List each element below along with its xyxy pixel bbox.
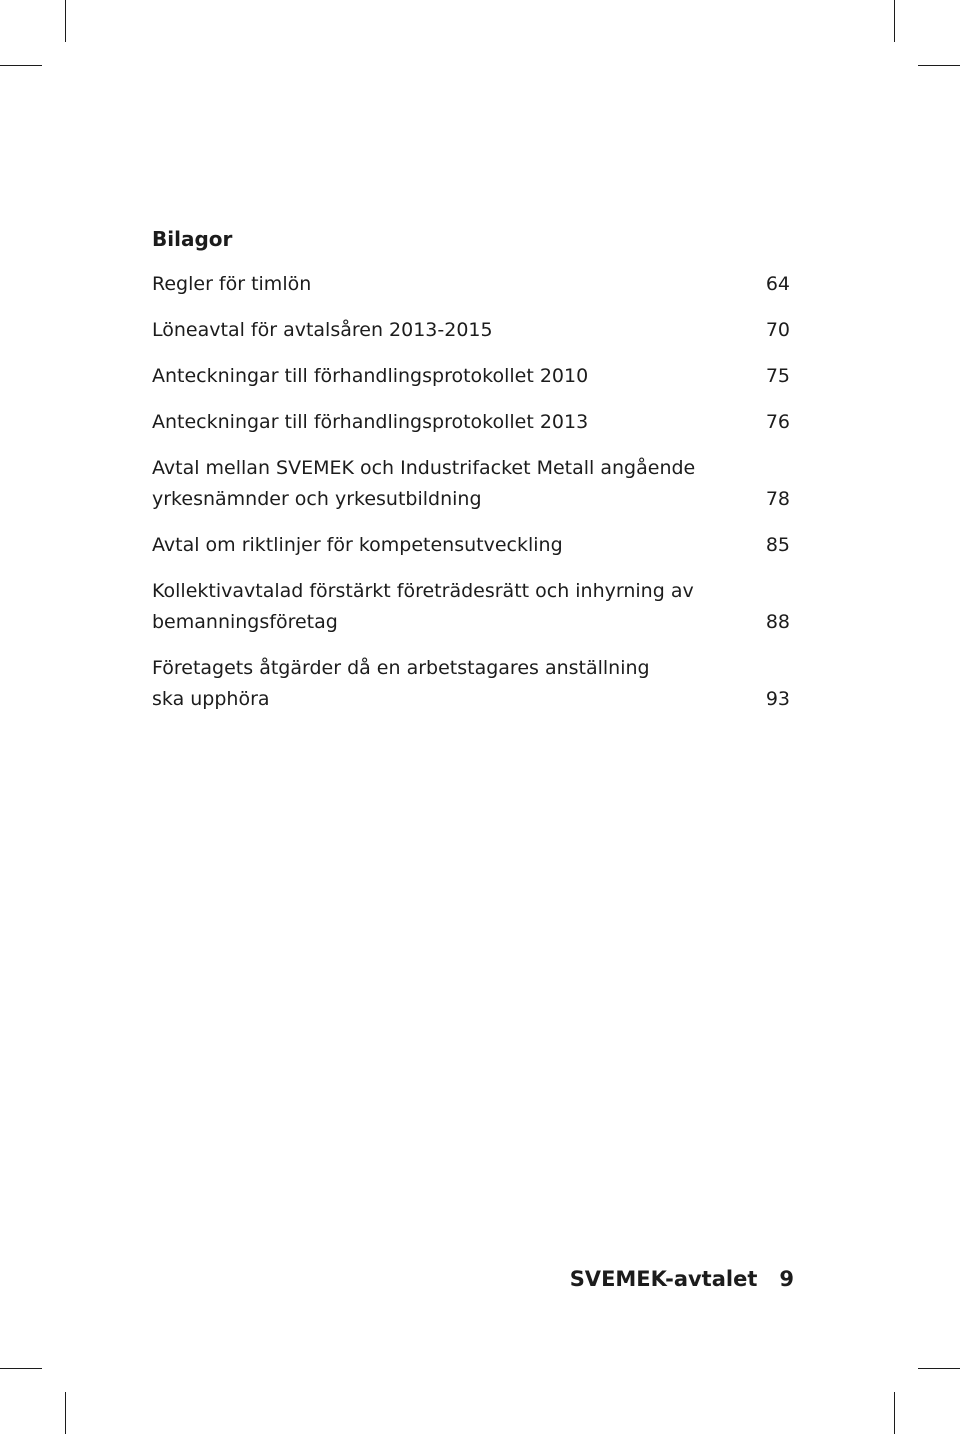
page-number: 9: [779, 1267, 794, 1291]
toc-entry-title: Avtal mellan SVEMEK och Industrifacket Metall angående yrkesnämnder och yrkesutbildning: [152, 457, 696, 510]
toc-entry-title: Löneavtal för avtalsåren 2013-2015: [152, 319, 493, 341]
toc-entry-page: 93: [765, 688, 790, 710]
toc-entry: [152, 407, 790, 438]
toc-entry: [152, 315, 790, 346]
crop-mark-top-right-horizontal: [918, 65, 960, 66]
crop-mark-bottom-right-vertical: [894, 1392, 895, 1434]
crop-mark-bottom-right-horizontal: [918, 1368, 960, 1369]
toc-entry-page: 76: [765, 411, 790, 433]
toc-entry-title: Kollektivavtalad förstärkt företrädesrätt och inhyrning av bemanningsföretag: [152, 580, 694, 633]
toc-entry: [152, 576, 790, 638]
crop-mark-top-left-vertical: [65, 0, 66, 42]
toc-entry-title: Anteckningar till förhandlingsprotokollet 2010: [152, 365, 589, 387]
toc-entry-title: Anteckningar till förhandlingsprotokollet 2013: [152, 411, 589, 433]
publication-title: SVEMEK-avtalet: [569, 1267, 758, 1291]
table-of-contents: [152, 225, 790, 730]
toc-entry: [152, 361, 790, 392]
toc-entry-page: 70: [765, 319, 790, 341]
crop-mark-bottom-left-vertical: [65, 1392, 66, 1434]
crop-mark-top-left-horizontal: [0, 65, 42, 66]
toc-entry: [152, 453, 790, 515]
toc-entry: [152, 269, 790, 300]
crop-mark-bottom-left-horizontal: [0, 1368, 42, 1369]
toc-entry-title: Företagets åtgärder då en arbetstagares anställning ska upphöra: [152, 657, 650, 710]
toc-entry-title: Regler för timlön: [152, 273, 312, 295]
page-footer: [560, 1264, 794, 1294]
toc-entry-page: 78: [765, 488, 790, 510]
toc-entry: [152, 653, 790, 715]
toc-entry: [152, 530, 790, 561]
toc-entry-page: 85: [765, 534, 790, 556]
crop-mark-top-right-vertical: [894, 0, 895, 42]
section-heading: Bilagor: [152, 227, 233, 251]
toc-entry-page: 64: [765, 273, 790, 295]
toc-entry-title: Avtal om riktlinjer för kompetensutveckling: [152, 534, 563, 556]
toc-entry-page: 88: [765, 611, 790, 633]
toc-entry-page: 75: [765, 365, 790, 387]
